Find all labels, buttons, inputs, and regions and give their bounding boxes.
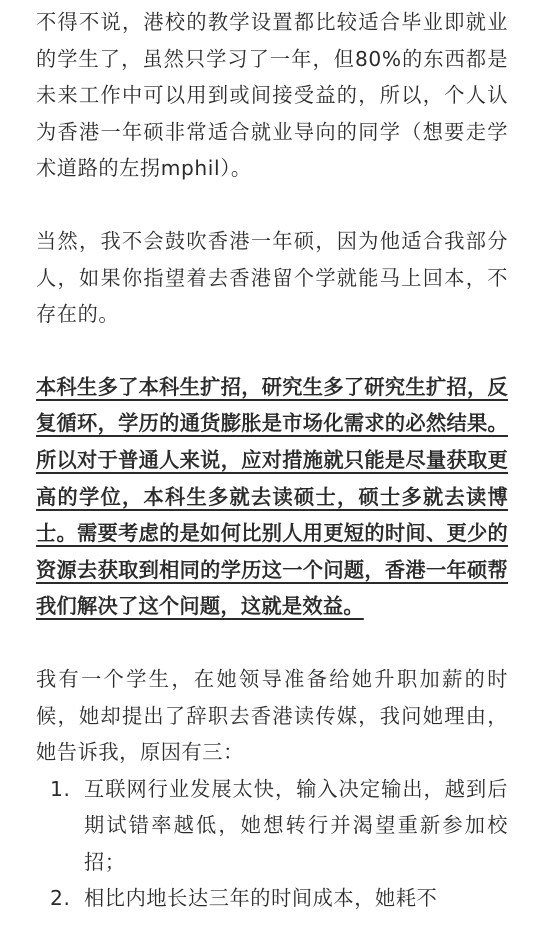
paragraph-student-story: 我有一个学生，在她领导准备给她升职加薪的时候，她却提出了辞职去香港读传媒，我问她理由，她告诉我，原因有三： xyxy=(36,666,508,765)
list-item-number: 2. xyxy=(50,886,71,911)
paragraph-not-promoting: 当然，我不会鼓吹香港一年硕，因为他适合我部分人，如果你指望着去香港留个学就能马上回本，不存在的。 xyxy=(36,228,508,327)
paragraph-degree-inflation: 本科生多了本科生扩招，研究生多了研究生扩招，反复循环，学历的通货膨胀是市场化需求的必然结果。所以对于普通人来说，应对措施就只能是尽量获取更高的学位，本科生多就去读硕士，硕士多就去读博士。需要考虑的是如何比别人用更短的时间、更少的资源去获取到相同的学历这一个问题，香港一年硕帮我们解决了这个问题，这就是效益。 xyxy=(36,374,508,619)
article-body xyxy=(36,4,508,917)
list-item xyxy=(36,880,508,917)
list-item-number: 1. xyxy=(50,776,71,801)
reasons-list xyxy=(36,771,508,917)
list-item xyxy=(36,771,508,881)
list-item-text: 互联网行业发展太快，输入决定输出，越到后期试错率越低，她想转行并渴望重新参加校招； xyxy=(84,776,508,874)
list-item-text: 相比内地长达三年的时间成本，她耗不 xyxy=(84,886,438,911)
paragraph-teaching-suitability: 不得不说，港校的教学设置都比较适合毕业即就业的学生了，虽然只学习了一年，但80%的东西都是未来工作中可以用到或间接受益的，所以，个人认为香港一年硕非常适合就业导向的同学（想要走学术道路的左拐mphil）。 xyxy=(36,10,508,181)
